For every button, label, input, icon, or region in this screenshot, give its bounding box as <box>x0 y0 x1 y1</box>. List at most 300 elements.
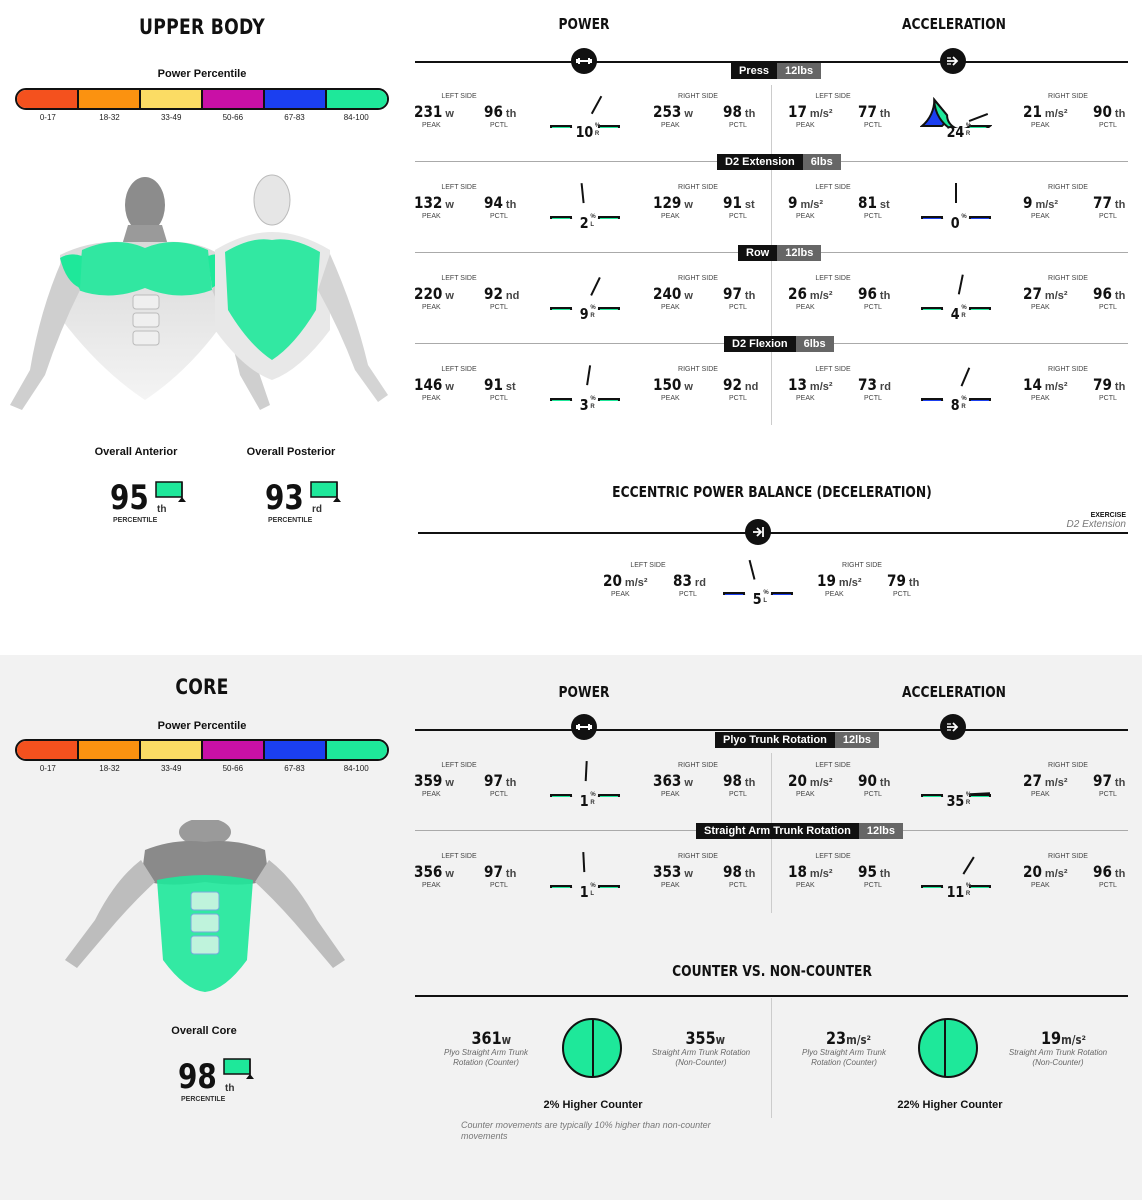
percent-sign: % <box>965 792 972 798</box>
exercise-key-label: EXERCISE <box>1090 512 1126 519</box>
imbalance-direction: R <box>590 313 595 319</box>
percentile-value: 98 <box>723 771 742 790</box>
side-label: LEFT SIDE <box>441 853 477 860</box>
percent-sign: % <box>763 590 769 596</box>
acceleration-column-title: ACCELERATION <box>902 15 1006 33</box>
imbalance-direction: L <box>763 598 768 604</box>
percentile-value: 97 <box>723 284 742 303</box>
balance-circle <box>562 1017 622 1079</box>
gauge-dial <box>722 555 794 595</box>
percentile-suffix: th <box>744 868 756 880</box>
peak-label: PEAK <box>1031 122 1050 129</box>
scale-range-label: 33-49 <box>160 113 182 122</box>
power-right-metric <box>653 184 763 230</box>
peak-unit: m/s² <box>1044 381 1068 393</box>
power-counter-result: 2% Higher Counter <box>543 1099 643 1111</box>
side-label: LEFT SIDE <box>441 184 477 191</box>
side-label: RIGHT SIDE <box>1048 93 1088 100</box>
flag-icon <box>223 1057 257 1081</box>
peak-label: PEAK <box>796 122 815 129</box>
peak-label: PEAK <box>422 395 441 402</box>
scale-range-label: 84-100 <box>343 764 369 773</box>
exercise-weight: 12lbs <box>777 63 821 79</box>
pctl-label: PCTL <box>1099 213 1117 220</box>
peak-label: PEAK <box>796 882 815 889</box>
pctl-label: PCTL <box>729 122 747 129</box>
imbalance-value: 1 <box>579 883 589 901</box>
overall-core-percentile-label: PERCENTILE <box>181 1096 226 1103</box>
peak-unit: w <box>445 777 454 789</box>
peak-value: 9 <box>1023 193 1033 212</box>
exercise-name: Row <box>738 245 777 261</box>
percentile-value: 96 <box>858 284 877 303</box>
peak-label: PEAK <box>422 304 441 311</box>
side-label: RIGHT SIDE <box>678 93 718 100</box>
percentile-suffix: th <box>744 108 756 120</box>
percentile-value: 73 <box>858 375 877 394</box>
peak-value: 13 <box>788 375 807 394</box>
gauge-dial <box>920 179 992 219</box>
power-left-metric <box>414 93 524 139</box>
gauge-dial <box>549 88 621 128</box>
gauge-needle <box>591 277 600 295</box>
value-unit: w <box>715 1033 726 1047</box>
percent-sign: % <box>965 883 972 889</box>
peak-unit: w <box>684 199 693 211</box>
counter-note: Counter movements are typically 10% higher than non-counter movements <box>461 1120 711 1141</box>
percentile-value: 77 <box>858 102 877 121</box>
overall-posterior-label: Overall Posterior <box>246 446 336 458</box>
balance-gauge <box>549 179 621 235</box>
eccentric-exercise-name: D2 Extension <box>1066 519 1126 530</box>
side-label: RIGHT SIDE <box>1048 853 1088 860</box>
imbalance-direction: R <box>965 131 971 137</box>
deceleration-icon <box>745 519 771 545</box>
imbalance-value: 10 <box>575 123 594 141</box>
accel-left-metric <box>788 275 898 321</box>
peak-label: PEAK <box>422 213 441 220</box>
peak-label: PEAK <box>661 395 680 402</box>
accel-right-metric <box>1023 93 1133 139</box>
peak-unit: w <box>445 868 454 880</box>
peak-value: 359 <box>414 771 443 790</box>
percent-sign: % <box>590 305 596 311</box>
gauge-needle <box>750 560 755 579</box>
peak-value: 20 <box>603 571 622 590</box>
side-label: LEFT SIDE <box>815 366 851 373</box>
percentile-value: 96 <box>1093 862 1112 881</box>
imbalance-direction: L <box>590 222 595 228</box>
imbalance-value: 35 <box>946 792 965 810</box>
pctl-label: PCTL <box>729 213 747 220</box>
side-label: RIGHT SIDE <box>1048 366 1088 373</box>
gauge-dial <box>549 361 621 401</box>
scale-segment <box>327 90 387 108</box>
overall-posterior-suffix: rd <box>312 504 322 515</box>
value-number: 23 <box>825 1029 847 1049</box>
peak-unit: w <box>684 290 693 302</box>
eccentric-exercise-header <box>1067 512 1126 530</box>
power-left-metric <box>414 184 524 230</box>
accel-right-metric <box>1023 762 1133 808</box>
gauge-dial <box>549 270 621 310</box>
exercise-weight: 6lbs <box>796 336 834 352</box>
power-right-metric <box>653 853 763 899</box>
side-label: RIGHT SIDE <box>1048 762 1088 769</box>
peak-label: PEAK <box>825 591 844 598</box>
imbalance-value: 2 <box>579 214 589 232</box>
power-column-title: POWER <box>558 683 610 701</box>
side-label: RIGHT SIDE <box>678 853 718 860</box>
percent-sign: % <box>961 214 967 220</box>
percentile-value: 77 <box>1093 193 1112 212</box>
peak-unit: w <box>684 381 693 393</box>
exercise-weight: 12lbs <box>777 245 821 261</box>
imbalance-direction: R <box>965 891 971 897</box>
peak-value: 14 <box>1023 375 1042 394</box>
overall-anterior-percentile-label: PERCENTILE <box>113 517 158 524</box>
peak-label: PEAK <box>1031 213 1050 220</box>
imbalance-direction: R <box>594 131 600 137</box>
counter-divider <box>415 995 1128 997</box>
gauge-dial <box>920 848 992 888</box>
accel-left-metric <box>788 762 898 808</box>
percentile-value: 92 <box>723 375 742 394</box>
imbalance-value: 5 <box>752 590 762 608</box>
gauge-dial <box>549 848 621 888</box>
peak-unit: m/s² <box>800 199 824 211</box>
power-right-metric <box>653 366 763 412</box>
exercise-name: Press <box>731 63 777 79</box>
peak-label: PEAK <box>1031 304 1050 311</box>
gauge-dial <box>920 361 992 401</box>
percentile-suffix: nd <box>744 381 759 393</box>
peak-unit: m/s² <box>809 381 833 393</box>
peak-label: PEAK <box>661 304 680 311</box>
core-section <box>0 655 1142 1200</box>
percentile-value: 98 <box>723 102 742 121</box>
peak-value: 132 <box>414 193 443 212</box>
pctl-label: PCTL <box>864 791 882 798</box>
side-label: LEFT SIDE <box>630 562 666 569</box>
percent-sign: % <box>590 396 596 402</box>
accel-right-metric <box>1023 853 1133 899</box>
pctl-label: PCTL <box>729 882 747 889</box>
pctl-label: PCTL <box>729 395 747 402</box>
scale-range-label: 18-32 <box>99 764 120 773</box>
peak-label: PEAK <box>796 395 815 402</box>
percentile-value: 92 <box>484 284 503 303</box>
pctl-label: PCTL <box>864 395 882 402</box>
imbalance-value: 11 <box>946 883 965 901</box>
pctl-label: PCTL <box>679 591 697 598</box>
balance-gauge <box>549 848 621 904</box>
percent-sign: % <box>594 123 601 129</box>
balance-gauge <box>722 555 794 611</box>
counter-accel-value <box>826 1029 871 1049</box>
dumbbell-icon <box>571 48 597 74</box>
counter-column-divider <box>771 998 772 1118</box>
peak-unit: m/s² <box>1044 777 1068 789</box>
overall-posterior-value: 93 <box>265 478 304 518</box>
exercise-weight: 6lbs <box>803 154 841 170</box>
side-label: LEFT SIDE <box>441 366 477 373</box>
peak-label: PEAK <box>661 213 680 220</box>
overall-core-label: Overall Core <box>171 1025 237 1037</box>
peak-label: PEAK <box>796 791 815 798</box>
peak-label: PEAK <box>1031 395 1050 402</box>
balance-gauge <box>920 848 992 904</box>
percentile-scale-labels <box>17 113 387 122</box>
side-label: RIGHT SIDE <box>1048 275 1088 282</box>
percentile-value: 79 <box>1093 375 1112 394</box>
side-label: LEFT SIDE <box>441 275 477 282</box>
balance-gauge <box>549 270 621 326</box>
imbalance-value: 0 <box>950 214 960 232</box>
flag-icon <box>310 480 344 504</box>
balance-gauge <box>920 179 992 235</box>
peak-label: PEAK <box>796 213 815 220</box>
noncounter-accel-exercise: Straight Arm Trunk Rotation (Non-Counter) <box>1008 1048 1108 1067</box>
percentile-suffix: th <box>744 777 756 789</box>
peak-value: 253 <box>653 102 682 121</box>
pctl-label: PCTL <box>1099 122 1117 129</box>
gauge-needle <box>592 96 602 114</box>
peak-unit: w <box>684 108 693 120</box>
peak-value: 240 <box>653 284 682 303</box>
percentile-suffix: th <box>908 577 920 589</box>
balance-gauge <box>920 270 992 326</box>
peak-label: PEAK <box>422 122 441 129</box>
peak-label: PEAK <box>661 882 680 889</box>
scale-segment <box>79 90 141 108</box>
imbalance-direction: R <box>590 404 595 410</box>
power-column-title: POWER <box>558 15 610 33</box>
percentile-suffix: st <box>879 199 890 211</box>
pctl-label: PCTL <box>490 882 508 889</box>
pctl-label: PCTL <box>864 304 882 311</box>
percentile-suffix: th <box>1114 290 1126 302</box>
scale-range-label: 50-66 <box>222 764 244 773</box>
imbalance-value: 24 <box>946 123 965 141</box>
pctl-label: PCTL <box>1099 882 1117 889</box>
value-number: 19 <box>1040 1029 1062 1049</box>
balance-gauge <box>920 88 992 144</box>
peak-unit: m/s² <box>1044 290 1068 302</box>
pctl-label: PCTL <box>490 304 508 311</box>
percent-sign: % <box>590 214 596 220</box>
percentile-suffix: th <box>744 290 756 302</box>
peak-value: 363 <box>653 771 682 790</box>
peak-value: 231 <box>414 102 443 121</box>
percentile-suffix: th <box>1114 777 1126 789</box>
peak-label: PEAK <box>796 304 815 311</box>
scale-segment <box>203 90 265 108</box>
imbalance-value: 9 <box>579 305 589 323</box>
pctl-label: PCTL <box>490 395 508 402</box>
side-label: LEFT SIDE <box>815 853 851 860</box>
percentile-suffix: th <box>879 777 891 789</box>
gauge-needle <box>970 793 990 794</box>
pctl-label: PCTL <box>864 213 882 220</box>
exercise-weight: 12lbs <box>859 823 903 839</box>
header-divider <box>415 729 1128 731</box>
noncounter-power-value <box>685 1029 725 1049</box>
exercise-tag <box>731 63 821 79</box>
side-label: RIGHT SIDE <box>678 366 718 373</box>
peak-unit: w <box>445 290 454 302</box>
percentile-suffix: th <box>505 868 517 880</box>
scale-segment <box>265 90 327 108</box>
peak-label: PEAK <box>1031 882 1050 889</box>
peak-value: 356 <box>414 862 443 881</box>
exercise-tag <box>696 823 903 839</box>
arrow-forward-icon <box>940 48 966 74</box>
balance-gauge <box>549 361 621 417</box>
gauge-dial <box>920 757 992 797</box>
percentile-value: 83 <box>673 571 692 590</box>
gauge-dial <box>920 270 992 310</box>
scale-range-label: 67-83 <box>284 764 305 773</box>
percentile-value: 96 <box>484 102 503 121</box>
imbalance-value: 4 <box>950 305 960 323</box>
value-unit: w <box>501 1033 512 1047</box>
value-number: 355 <box>685 1029 716 1049</box>
eccentric-title: ECCENTRIC POWER BALANCE (DECELERATION) <box>612 483 932 501</box>
acceleration-column-title: ACCELERATION <box>902 683 1006 701</box>
peak-value: 26 <box>788 284 807 303</box>
power-left-metric <box>414 275 524 321</box>
pctl-label: PCTL <box>1099 395 1117 402</box>
exercise-tag <box>717 154 841 170</box>
percentile-value: 90 <box>858 771 877 790</box>
pctl-label: PCTL <box>864 122 882 129</box>
percentile-value: 79 <box>887 571 906 590</box>
exercise-name: D2 Extension <box>717 154 803 170</box>
power-left-metric <box>414 366 524 412</box>
percentile-suffix: th <box>1114 108 1126 120</box>
peak-unit: w <box>684 777 693 789</box>
counter-title: COUNTER VS. NON-COUNTER <box>672 962 872 980</box>
percentile-value: 91 <box>723 193 742 212</box>
percent-sign: % <box>961 396 967 402</box>
accel-counter-result: 22% Higher Counter <box>897 1099 1003 1111</box>
accel-left-metric <box>788 366 898 412</box>
percentile-suffix: th <box>505 108 517 120</box>
gauge-dial <box>549 757 621 797</box>
percentile-value: 97 <box>1093 771 1112 790</box>
side-label: LEFT SIDE <box>441 762 477 769</box>
scale-segment <box>203 741 265 759</box>
balance-gauge <box>549 757 621 813</box>
peak-unit: m/s² <box>809 777 833 789</box>
power-percentile-label: Power Percentile <box>157 720 247 732</box>
scale-range-label: 67-83 <box>284 113 305 122</box>
peak-value: 18 <box>788 862 807 881</box>
peak-unit: w <box>684 868 693 880</box>
pctl-label: PCTL <box>893 591 911 598</box>
scale-segment <box>17 90 79 108</box>
gauge-needle <box>583 852 584 872</box>
side-label: LEFT SIDE <box>815 762 851 769</box>
percentile-scale-labels <box>17 764 387 773</box>
flag-icon <box>155 480 189 504</box>
peak-unit: w <box>445 199 454 211</box>
power-percentile-label: Power Percentile <box>157 68 247 80</box>
side-label: LEFT SIDE <box>815 275 851 282</box>
power-right-metric <box>653 762 763 808</box>
value-unit: m/s² <box>1061 1033 1086 1047</box>
overall-core-suffix: th <box>225 1083 235 1094</box>
accel-right-metric <box>1023 366 1133 412</box>
peak-unit: m/s² <box>809 290 833 302</box>
imbalance-direction: R <box>965 800 971 806</box>
gauge-needle <box>582 183 584 203</box>
noncounter-accel-value <box>1041 1029 1086 1049</box>
scale-segment <box>79 741 141 759</box>
power-left-metric <box>414 853 524 899</box>
side-label: RIGHT SIDE <box>678 184 718 191</box>
core-title: CORE <box>175 675 229 699</box>
percentile-suffix: th <box>505 199 517 211</box>
scale-segment <box>327 741 387 759</box>
side-label: RIGHT SIDE <box>842 562 882 569</box>
pctl-label: PCTL <box>864 882 882 889</box>
scale-range-label: 18-32 <box>99 113 120 122</box>
percentile-suffix: th <box>1114 381 1126 393</box>
balance-circle <box>918 1017 978 1079</box>
side-label: RIGHT SIDE <box>678 762 718 769</box>
exercise-tag <box>738 245 821 261</box>
percentile-suffix: th <box>879 108 891 120</box>
overall-posterior-percentile-label: PERCENTILE <box>268 517 313 524</box>
imbalance-direction: L <box>590 891 595 897</box>
power-left-metric <box>414 762 524 808</box>
imbalance-value: 1 <box>579 792 589 810</box>
pctl-label: PCTL <box>490 122 508 129</box>
power-right-metric <box>653 275 763 321</box>
percentile-value: 81 <box>858 193 877 212</box>
overall-anterior-suffix: th <box>157 504 167 515</box>
accel-left-metric <box>788 184 898 230</box>
peak-value: 20 <box>1023 862 1042 881</box>
side-label: LEFT SIDE <box>815 93 851 100</box>
percentile-scale-bar <box>15 88 389 110</box>
percentile-suffix: th <box>879 290 891 302</box>
counter-accel-exercise: Plyo Straight Arm Trunk Rotation (Counter) <box>801 1048 887 1067</box>
peak-value: 9 <box>788 193 798 212</box>
balance-gauge <box>549 88 621 144</box>
percentile-suffix: th <box>1114 199 1126 211</box>
pctl-label: PCTL <box>490 213 508 220</box>
exercise-name: D2 Flexion <box>724 336 796 352</box>
side-label: RIGHT SIDE <box>678 275 718 282</box>
percentile-suffix: rd <box>879 381 891 393</box>
peak-label: PEAK <box>661 791 680 798</box>
imbalance-value: 3 <box>579 396 589 414</box>
exercise-tag <box>724 336 834 352</box>
eccentric-left-metric <box>603 562 713 608</box>
percent-sign: % <box>965 123 972 129</box>
side-label: LEFT SIDE <box>441 93 477 100</box>
percentile-value: 91 <box>484 375 503 394</box>
peak-label: PEAK <box>661 122 680 129</box>
percentile-suffix: th <box>1114 868 1126 880</box>
peak-label: PEAK <box>611 591 630 598</box>
peak-unit: m/s² <box>1044 108 1068 120</box>
imbalance-direction: R <box>961 313 966 319</box>
percentile-suffix: nd <box>505 290 520 302</box>
